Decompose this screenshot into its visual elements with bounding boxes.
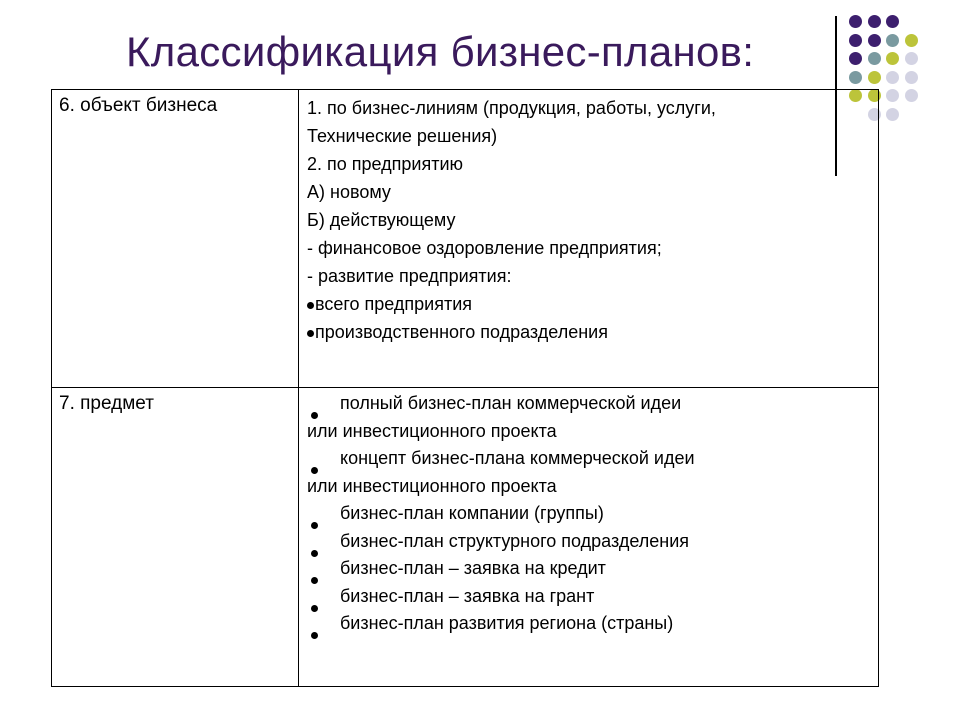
decorative-dot [886, 89, 899, 102]
list-item-text: 1. по бизнес-линиям (продукция, работы, услуги, [307, 98, 716, 118]
decorative-dot [868, 52, 881, 65]
row-label: 6. объект бизнеса [59, 95, 218, 116]
list-item [307, 178, 872, 206]
row-content-cell [299, 388, 879, 687]
list-item [307, 390, 872, 418]
list-item-text: бизнес-план развития региона (страны) [340, 613, 674, 633]
decorative-dot [886, 15, 899, 28]
decorative-dot [886, 108, 899, 121]
list-item-text: Б) действующему [307, 210, 456, 230]
decorative-dot [868, 34, 881, 47]
list-item [307, 290, 872, 318]
list-item [307, 206, 872, 234]
list-item [307, 318, 872, 346]
list-item-text: А) новому [307, 182, 391, 202]
list-item-text: или инвестиционного проекта [307, 420, 557, 441]
list-item-text: - финансовое оздоровление предприятия; [307, 238, 662, 258]
list-item [307, 500, 872, 528]
decorative-dot [886, 34, 899, 47]
decorative-dot [849, 15, 862, 28]
list-item [307, 610, 872, 638]
decorative-dot [905, 52, 918, 65]
list-item-text: всего предприятия [315, 294, 473, 314]
decorative-dot [905, 89, 918, 102]
list-item-text: концепт бизнес-плана коммерческой идеи [340, 448, 695, 468]
list-item-text: полный бизнес-план коммерческой идеи [340, 393, 682, 413]
row-content [299, 388, 878, 638]
row-content [299, 90, 878, 346]
decorative-dot [868, 71, 881, 84]
decorative-dot [849, 52, 862, 65]
decorative-dot [905, 71, 918, 84]
list-item [307, 583, 872, 611]
list-item-text: производственного подразделения [315, 322, 608, 342]
decorative-dot [868, 15, 881, 28]
table-row [52, 90, 879, 388]
slide-title: Классификация бизнес-планов: [126, 28, 755, 75]
list-item [307, 555, 872, 583]
row-label: 7. предмет [59, 393, 154, 414]
table-row [52, 388, 879, 687]
list-item-text: бизнес-план компании (группы) [340, 503, 604, 523]
list-item-text: или инвестиционного проекта [307, 475, 557, 496]
list-item-text: бизнес-план структурного подразделения [340, 530, 689, 551]
row-label-cell [52, 90, 299, 388]
decorative-dot [886, 52, 899, 65]
row-label-cell [52, 388, 299, 687]
list-item [307, 473, 872, 501]
classification-table [51, 89, 879, 687]
decorative-dot [849, 71, 862, 84]
decorative-dot [905, 34, 918, 47]
list-item-text: бизнес-план – заявка на грант [340, 585, 595, 606]
list-item-text: - развитие предприятия: [307, 266, 512, 286]
list-item [307, 445, 872, 473]
decorative-dot [849, 34, 862, 47]
list-item [307, 418, 872, 446]
list-item [307, 122, 872, 150]
list-item [307, 234, 872, 262]
list-item-text: Технические решения) [307, 126, 498, 146]
list-item-text: 2. по предприятию [307, 154, 464, 174]
row-content-cell [299, 90, 879, 388]
list-item-text: бизнес-план – заявка на кредит [340, 558, 606, 578]
list-item [307, 150, 872, 178]
list-item [307, 94, 872, 122]
list-item [307, 528, 872, 556]
decorative-dot [886, 71, 899, 84]
list-item [307, 262, 872, 290]
